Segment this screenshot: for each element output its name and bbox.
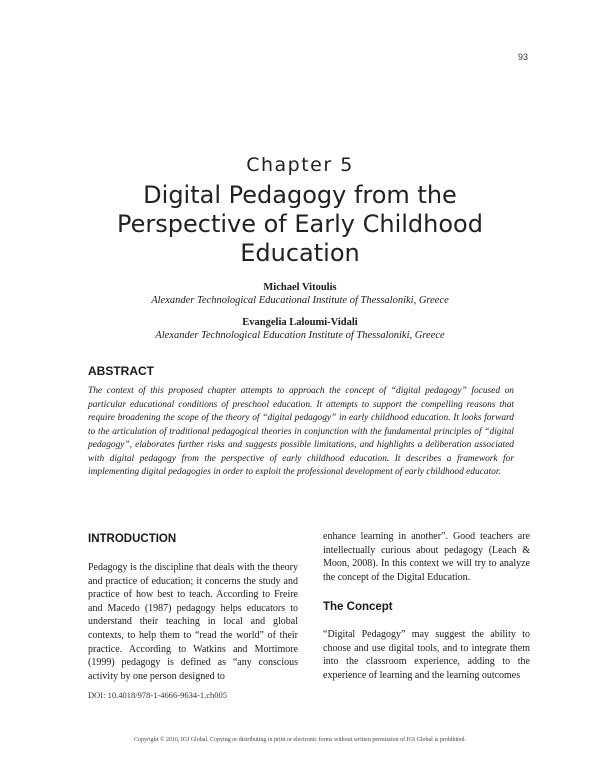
author-name: Evangelia Laloumi-Vidali bbox=[242, 317, 358, 328]
chapter-title: Digital Pedagogy from the Perspective of Early Childhood Education bbox=[117, 181, 483, 267]
page-number: 93 bbox=[517, 52, 528, 62]
author-affiliation: Alexander Technological Education Institute of Thessaloniki, Greece bbox=[155, 330, 445, 341]
introduction-continuation: enhance learning in another”. Good teachers are intellectually curious about pedagogy (Leach & Moon, 2008). In this context we will try to analyze the concept of the Digital Education. bbox=[323, 531, 530, 583]
concept-text: “Digital Pedagogy” may suggest the ability to choose and use digital tools, and to integrate them into the classroom experience, adding to the experience of learning and the learning outcomes bbox=[323, 629, 530, 681]
introduction-heading: INTRODUCTION bbox=[88, 533, 177, 545]
concept-heading: The Concept bbox=[323, 601, 393, 613]
abstract-heading: ABSTRACT bbox=[88, 364, 154, 378]
doi: DOI: 10.4018/978-1-4666-9634-1.ch005 bbox=[88, 690, 228, 700]
abstract-text: The context of this proposed chapter attempts to approach the concept of “digital pedagogy” focused on particular educational conditions of preschool education. It attempts to support the compelling reasons that require broadening the scope of the theory of “digital pedagogy” in early childhood education. It looks forward to the articulation of traditional pedagogical theories in conjunction with the fundamental principles of “digital pedagogy”, elaborates further risks and suggests possible limitations, and highlights a deliberation associated with digital pedagogy from the perspective of early childhood education. It describes a framework for implementing digital pedagogies in order to exploit the professional development of early childhood educator. bbox=[88, 386, 514, 477]
copyright-notice: Copyright © 2016, IGI Global. Copying or distributing in print or electronic forms without written permission of IGI Global is prohibited. bbox=[133, 737, 466, 743]
chapter-label: Chapter 5 bbox=[246, 154, 354, 176]
author-affiliation: Alexander Technological Educational Institute of Thessaloniki, Greece bbox=[151, 295, 449, 306]
author-name: Michael Vitoulis bbox=[263, 282, 337, 293]
introduction-text: Pedagogy is the discipline that deals with the theory and practice of education; it concerns the study and practice of how best to teach. According to Freire and Macedo (1987) pedagogy helps educators to understand their teaching in local and global contexts, to help them to “read the world” of their practice. According to Watkins and Mortimore (1999) pedagogy is defined as “any conscious activity by one person designed to bbox=[88, 562, 298, 682]
